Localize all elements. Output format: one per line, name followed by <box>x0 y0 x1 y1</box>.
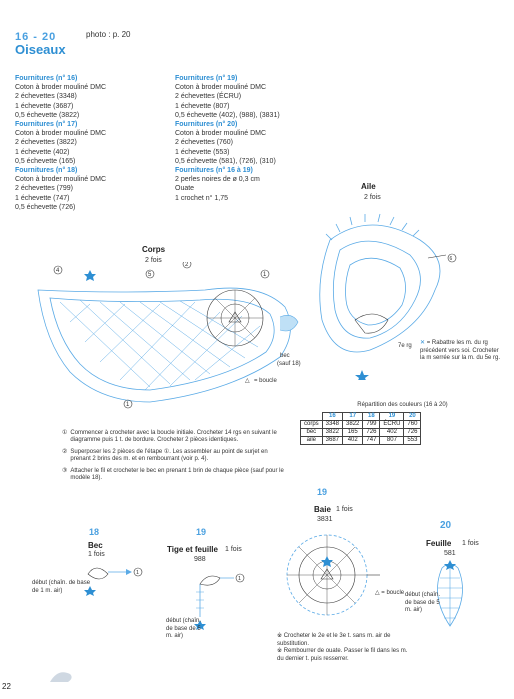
baie-count: 1 fois <box>336 506 353 513</box>
svg-text:6: 6 <box>449 256 453 262</box>
svg-text:1: 1 <box>126 402 130 408</box>
rg-label: 7e rg <box>398 343 412 349</box>
feuille-count: 1 fois <box>462 540 479 547</box>
table-header-cell <box>301 412 323 420</box>
repartition-title: Répartition des couleurs (16 à 20) <box>357 402 448 408</box>
page-number: 22 <box>2 682 11 691</box>
step-text: Attacher le fil et crocheter le bec en prenant 1 brin de chaque pièce (sauf pour le modèle 18). <box>70 467 284 482</box>
fourniture-line: Coton à broder mouliné DMC <box>175 130 267 138</box>
table-row <box>301 420 421 428</box>
baie-note-1: ※ Crocheter le 2e et le 3e t. sans m. air de substitution. <box>277 633 391 647</box>
fourniture-line: Fournitures (n° 20) <box>175 121 238 129</box>
table-cell: corps <box>301 420 323 428</box>
svg-text:2: 2 <box>185 262 189 268</box>
tige-title: Tige et feuille <box>167 545 218 554</box>
fourniture-line: Coton à broder mouliné DMC <box>175 84 267 92</box>
fourniture-line: 1 crochet n° 1,75 <box>175 194 228 202</box>
fourniture-line: 1 échevette (3687) <box>15 102 74 110</box>
fournitures-col1 <box>15 74 165 212</box>
feuille-color: 581 <box>444 550 456 557</box>
fourniture-line: 1 échevette (402) <box>15 148 70 156</box>
instruction-step <box>62 468 287 483</box>
bec-title: Bec <box>88 541 103 550</box>
fourniture-line: Coton à broder mouliné DMC <box>15 84 107 92</box>
bec-debut: début (chaîn. de base de 1 m. air) <box>32 580 91 594</box>
step-number: ① <box>62 430 68 436</box>
tige-debut: début (chaîn. de base de 5 m. air) <box>166 618 202 639</box>
step-text: Superposer les 2 pièces de l'étape ①. Les assembler au point de surjet en prenant 2 brins des m. et en rembourrant (voir p. 4). <box>70 448 268 463</box>
instructions <box>62 430 287 486</box>
table-cell: 726 <box>404 428 421 436</box>
tige-count: 1 fois <box>225 546 242 553</box>
fourniture-line: 2 échevettes (ÉCRU) <box>175 93 242 101</box>
fourniture-line: 2 échevettes (3348) <box>15 93 77 101</box>
instruction-step <box>62 449 287 464</box>
table-cell: 165 <box>343 428 363 436</box>
fourniture-line: 0,5 échevette (402), (988), (3831) <box>175 111 280 119</box>
table-cell: ÉCRU <box>380 420 404 428</box>
bec-number: 18 <box>89 527 100 537</box>
section-range: 16 - 20 <box>15 31 57 43</box>
photo-reference: photo : p. 20 <box>86 30 131 39</box>
bec-note: (sauf 18) <box>277 361 301 367</box>
aile-count: 2 fois <box>364 194 381 201</box>
fourniture-line: Coton à broder mouliné DMC <box>15 130 107 138</box>
fourniture-line: Fournitures (n° 18) <box>15 167 78 175</box>
boucle-legend: = boucle <box>254 378 277 384</box>
fourniture-line: 2 échevettes (799) <box>15 185 73 193</box>
table-cell: aile <box>301 436 323 444</box>
svg-text:4: 4 <box>56 268 60 274</box>
table-header-cell: 20 <box>404 412 421 420</box>
table-row <box>301 436 421 444</box>
table-cell: 3687 <box>322 436 342 444</box>
corps-diagram <box>30 262 320 422</box>
table-cell: 402 <box>380 428 404 436</box>
fourniture-line: 2 échevettes (3822) <box>15 139 77 147</box>
baie-color: 3831 <box>317 516 333 523</box>
baie-diagram <box>272 520 392 630</box>
table-cell: 747 <box>363 436 380 444</box>
baie-note-2: ※ Rembourrer de ouate. Passer le fil dans les m. du dernier t. puis resserrer. <box>277 648 408 662</box>
rabattre-note <box>420 340 505 363</box>
step-number: ② <box>62 448 68 455</box>
rabattre-text: = Rabattre les m. du rg précédent vers soi. Crocheter la m serrée sur la m. du 5e rg. <box>420 340 501 361</box>
step-text: Commencer à crocheter avec la boucle initiale. Crocheter 14 rgs en suivant le diagramme puis 1 t. de bordure. Crocheter 2 pièces identiques. <box>70 430 277 444</box>
repartition-table <box>300 412 421 445</box>
fourniture-line: 1 échevette (807) <box>175 102 230 110</box>
svg-text:5: 5 <box>148 272 152 278</box>
svg-text:1: 1 <box>263 272 267 278</box>
table-header-cell: 16 <box>322 412 342 420</box>
fournitures-col2 <box>175 74 345 203</box>
fourniture-line: 1 échevette (747) <box>15 194 70 202</box>
repartition-block <box>300 402 505 445</box>
tige-color: 988 <box>194 556 206 563</box>
fourniture-line: 2 perles noires de ø 0,3 cm <box>175 176 260 184</box>
corps-title: Corps <box>142 245 166 254</box>
fourniture-line: Coton à broder mouliné DMC <box>15 176 107 184</box>
table-header-row <box>301 412 421 420</box>
baie-title: Baie <box>314 505 331 514</box>
table-header-cell: 18 <box>363 412 380 420</box>
feuille-debut: début (chaîn. de base de 5 m. air) <box>405 592 441 613</box>
cross-stitch-icon: ✕ <box>420 340 426 346</box>
corps-count: 2 fois <box>145 257 162 264</box>
table-cell: 726 <box>363 428 380 436</box>
baie-boucle-legend: △ = boucle <box>375 590 405 596</box>
feuille-number: 20 <box>440 520 452 531</box>
svg-text:1: 1 <box>238 576 242 582</box>
bec-count: 1 fois <box>88 551 105 558</box>
fourniture-line: Fournitures (n° 16) <box>15 75 78 82</box>
table-header-cell: 17 <box>343 412 363 420</box>
fourniture-line: Ouate <box>175 185 195 193</box>
bec-label: bec <box>280 353 290 359</box>
fourniture-line: 0,5 échevette (581), (726), (310) <box>175 157 276 165</box>
fourniture-line: Fournitures (n° 16 à 19) <box>175 167 253 175</box>
table-cell: 3348 <box>322 420 342 428</box>
table-row <box>301 428 421 436</box>
table-cell: 807 <box>380 436 404 444</box>
table-cell: bec <box>301 428 323 436</box>
fourniture-line: 0,5 échevette (3822) <box>15 111 80 119</box>
page-title: Oiseaux <box>15 42 66 57</box>
step-number: ③ <box>62 467 68 474</box>
instruction-step <box>62 430 287 445</box>
triangle-icon: △ <box>245 378 250 384</box>
table-cell: 3822 <box>343 420 363 428</box>
bird-decoration-icon <box>44 664 80 688</box>
table-cell: 402 <box>343 436 363 444</box>
feuille-title: Feuille <box>426 539 452 548</box>
fourniture-line: Fournitures (n° 19) <box>175 75 238 82</box>
table-cell: 799 <box>363 420 380 428</box>
tige-number: 19 <box>196 527 207 537</box>
fourniture-line: 1 échevette (553) <box>175 148 230 156</box>
baie-boucle-text: = boucle <box>381 590 405 596</box>
baie-number: 19 <box>317 487 328 497</box>
table-cell: 3822 <box>322 428 342 436</box>
table-cell: 760 <box>404 420 421 428</box>
fourniture-line: 0,5 échevette (726) <box>15 203 76 211</box>
aile-title: Aile <box>361 182 376 191</box>
table-header-cell: 19 <box>380 412 404 420</box>
fourniture-line: Fournitures (n° 17) <box>15 121 78 129</box>
fourniture-line: 2 échevettes (760) <box>175 139 233 147</box>
table-cell: 553 <box>404 436 421 444</box>
fourniture-line: 0,5 échevette (165) <box>15 157 76 165</box>
svg-text:1: 1 <box>136 570 140 576</box>
